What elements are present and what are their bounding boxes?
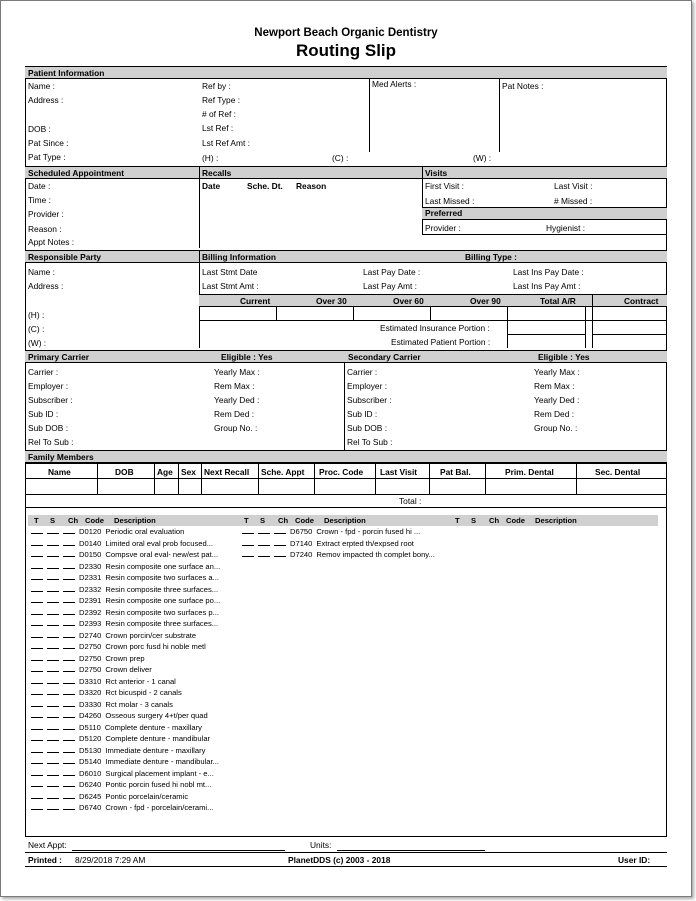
pat-type-label: Pat Type :	[28, 152, 66, 162]
proc-col-header: Ch	[489, 516, 500, 525]
fam-col-sec-dental: Sec. Dental	[595, 467, 641, 477]
procedure-description: Resin composite two surfaces p...	[105, 607, 219, 617]
fam-col-pat-bal: Pat Bal.	[440, 467, 471, 477]
s-blank[interactable]	[47, 677, 59, 684]
sec-group-label: Group No. :	[534, 423, 578, 433]
procedure-row	[31, 642, 206, 652]
proc-col-header: T	[244, 516, 249, 525]
proc-col-header: T	[455, 516, 460, 525]
procedure-description: Immediate denture - mandibular...	[105, 757, 219, 766]
t-blank[interactable]	[31, 803, 43, 810]
procedure-description: Crown - fpd - porcin fused hi ...	[316, 527, 421, 536]
ch-blank[interactable]	[63, 677, 75, 684]
procedure-description: Periodic oral evaluation	[105, 527, 185, 536]
med-alerts-label: Med Alerts :	[372, 79, 417, 89]
fam-col-sex: Sex	[181, 467, 196, 477]
sec-carrier-label: Carrier :	[347, 367, 378, 377]
procedure-code: D2740	[79, 630, 102, 640]
pat-name-label: Name :	[28, 81, 55, 91]
procedure-description: Extract erpted th/expsed root	[316, 538, 414, 548]
lst-ref-amt-label: Lst Ref Amt :	[202, 138, 250, 148]
user-id-label: User ID:	[618, 855, 651, 865]
procedure-code: D2750	[79, 653, 102, 663]
sec-rem-max-label: Rem Max :	[534, 381, 575, 391]
resp-c-label: (C) :	[28, 324, 45, 334]
proc-col-header: Description	[535, 516, 577, 525]
billing-type-label: Billing Type :	[465, 252, 517, 262]
procedure-row	[31, 585, 218, 595]
procedure-description: Rct molar - 3 canals	[105, 699, 173, 709]
primary-title: Primary Carrier	[28, 352, 89, 362]
procedure-description: Remov impacted th complet bony...	[316, 550, 435, 559]
pri-subdob-label: Sub DOB :	[28, 423, 69, 433]
t-blank[interactable]	[31, 573, 43, 580]
procedure-code: D2332	[79, 584, 102, 594]
procedure-description: Immediate denture - maxillary	[105, 745, 206, 755]
ch-blank[interactable]	[63, 734, 75, 741]
appointment-title: Scheduled Appointment	[28, 168, 125, 178]
copyright: PlanetDDS (c) 2003 - 2018	[288, 855, 391, 865]
t-blank[interactable]	[31, 539, 43, 546]
procedure-row	[242, 539, 414, 549]
t-blank[interactable]	[31, 585, 43, 592]
document-title: Routing Slip	[295, 41, 397, 60]
procedure-row	[31, 527, 184, 537]
ch-blank[interactable]	[63, 723, 75, 730]
procedure-code: D3310	[79, 676, 102, 686]
proc-col-header: Code	[506, 516, 525, 525]
proc-col-header: Ch	[68, 516, 79, 525]
lst-ref-label: Lst Ref :	[202, 123, 234, 133]
procedure-description: Resin composite one surface an...	[105, 561, 221, 571]
aging-over60: Over 60	[393, 296, 424, 306]
procedure-row	[242, 527, 420, 537]
family-title: Family Members	[28, 452, 94, 462]
pri-yearly-max-label: Yearly Max :	[214, 367, 260, 377]
procedure-description: Compsve oral eval- new/est pat...	[105, 550, 219, 559]
sec-rel-label: Rel To Sub :	[347, 437, 393, 447]
s-blank[interactable]	[47, 746, 59, 753]
ch-blank[interactable]	[63, 769, 75, 776]
t-blank[interactable]	[31, 654, 43, 661]
resp-address-label: Address :	[28, 281, 64, 291]
procedure-description: Crown - fpd - porcelain/cerami...	[105, 803, 214, 812]
last-stmt-amt-label: Last Stmt Amt :	[202, 281, 259, 291]
ch-blank[interactable]	[63, 539, 75, 546]
last-missed-label: Last Missed :	[425, 196, 475, 206]
s-blank[interactable]	[47, 642, 59, 649]
t-blank[interactable]	[31, 642, 43, 649]
procedure-code: D2750	[79, 642, 102, 651]
procedure-code: D2330	[79, 561, 102, 571]
procedure-description: Limited oral eval prob focused...	[105, 538, 214, 548]
ch-blank[interactable]	[274, 527, 286, 534]
sec-yearly-ded-label: Yearly Ded :	[534, 395, 580, 405]
procedure-code: D6740	[79, 803, 102, 812]
sec-rem-ded-label: Rem Ded :	[534, 409, 575, 419]
procedure-code: D5130	[79, 745, 102, 755]
ref-by-label: Ref by :	[202, 81, 231, 91]
s-blank[interactable]	[47, 550, 59, 557]
s-blank[interactable]	[258, 539, 270, 546]
t-blank[interactable]	[242, 527, 254, 534]
ch-blank[interactable]	[63, 757, 75, 764]
patient-info-title: Patient Information	[28, 68, 105, 78]
s-blank[interactable]	[47, 539, 59, 546]
s-blank[interactable]	[47, 654, 59, 661]
est-pat-label: Estimated Patient Portion :	[391, 337, 491, 347]
t-blank[interactable]	[31, 665, 43, 672]
procedure-code: D5110	[79, 722, 101, 732]
proc-col-header: S	[471, 516, 477, 525]
aging-over90: Over 90	[470, 296, 501, 306]
procedure-description: Crown prep	[105, 653, 145, 663]
ch-blank[interactable]	[63, 654, 75, 661]
procedure-row	[31, 619, 218, 629]
procedure-row	[31, 711, 208, 721]
t-blank[interactable]	[31, 527, 43, 534]
procedure-row	[31, 665, 152, 675]
procedure-code: D2331	[79, 573, 102, 582]
procedure-code: D5140	[79, 757, 102, 766]
resp-h-label: (H) :	[28, 310, 45, 320]
appt-provider-label: Provider :	[28, 209, 64, 219]
ch-blank[interactable]	[63, 688, 75, 695]
s-blank[interactable]	[47, 562, 59, 569]
last-stmt-date-label: Last Stmt Date	[202, 267, 258, 277]
procedure-row	[31, 539, 213, 549]
ch-blank[interactable]	[63, 608, 75, 615]
pat-since-label: Pat Since :	[28, 138, 69, 148]
procedure-code: D6750	[290, 527, 313, 536]
num-ref-label: # of Ref :	[202, 109, 236, 119]
t-blank[interactable]	[31, 700, 43, 707]
fam-col-prim-dental: Prim. Dental	[505, 467, 554, 477]
responsible-header	[25, 250, 667, 263]
fam-col-next-recall: Next Recall	[204, 467, 250, 477]
pri-rem-ded-label: Rem Ded :	[214, 409, 255, 419]
s-blank[interactable]	[258, 550, 270, 557]
num-missed-label: # Missed :	[554, 196, 593, 206]
printed-label: Printed :	[28, 855, 62, 865]
procedure-description: Surgical placement implant - e...	[105, 768, 214, 778]
fam-col-sche-appt: Sche. Appt	[261, 467, 305, 477]
appt-reason-label: Reason :	[28, 224, 62, 234]
procedure-row	[31, 631, 196, 641]
procedure-row	[31, 757, 219, 767]
procedure-description: Crown porc fusd hi noble metl	[105, 642, 206, 651]
ch-blank[interactable]	[63, 780, 75, 787]
procedure-code: D6245	[79, 791, 102, 801]
phone-c-label: (C) :	[332, 153, 349, 163]
family-total-label: Total :	[399, 496, 422, 506]
pri-employer-label: Employer :	[28, 381, 69, 391]
procedure-code: D4260	[79, 711, 102, 720]
procedure-code: D7140	[290, 538, 313, 548]
procedure-row	[31, 769, 214, 779]
procedure-description: Pontic porcin fused hi nobl mt...	[105, 780, 212, 789]
pat-address-label: Address :	[28, 95, 64, 105]
ch-blank[interactable]	[63, 619, 75, 626]
t-blank[interactable]	[242, 539, 254, 546]
procedure-description: Crown porcin/cer substrate	[105, 630, 197, 640]
ch-blank[interactable]	[63, 550, 75, 557]
procedure-description: Resin composite three surfaces...	[105, 619, 219, 628]
proc-col-header: Description	[324, 516, 366, 525]
s-blank[interactable]	[47, 757, 59, 764]
ch-blank[interactable]	[63, 585, 75, 592]
t-blank[interactable]	[31, 746, 43, 753]
t-blank[interactable]	[31, 792, 43, 799]
ch-blank[interactable]	[63, 700, 75, 707]
procedure-description: Complete denture - maxillary	[104, 722, 202, 732]
ch-blank[interactable]	[63, 711, 75, 718]
ch-blank[interactable]	[63, 665, 75, 672]
s-blank[interactable]	[47, 619, 59, 626]
s-blank[interactable]	[47, 631, 59, 638]
patient-info-header	[25, 66, 667, 79]
t-blank[interactable]	[31, 677, 43, 684]
s-blank[interactable]	[47, 665, 59, 672]
primary-eligible: Eligible : Yes	[221, 352, 273, 362]
t-blank[interactable]	[31, 608, 43, 615]
fam-col-dob: DOB	[115, 467, 134, 477]
t-blank[interactable]	[31, 596, 43, 603]
s-blank[interactable]	[47, 700, 59, 707]
procedure-description: Rct anterior - 1 canal	[105, 676, 176, 686]
proc-col-header: Code	[295, 516, 314, 525]
preferred-title: Preferred	[425, 208, 463, 218]
visits-title: Visits	[425, 168, 448, 178]
proc-col-header: S	[50, 516, 56, 525]
printed-value: 8/29/2018 7:29 AM	[75, 855, 146, 865]
procedure-code: D0150	[79, 550, 102, 559]
s-blank[interactable]	[47, 769, 59, 776]
s-blank[interactable]	[47, 585, 59, 592]
ch-blank[interactable]	[63, 573, 75, 580]
procedure-row	[31, 723, 202, 733]
s-blank[interactable]	[47, 688, 59, 695]
procedure-row	[31, 677, 176, 687]
fam-col-proc-code: Proc. Code	[319, 467, 364, 477]
t-blank[interactable]	[31, 780, 43, 787]
first-visit-label: First Visit :	[425, 181, 464, 191]
recall-sche-col: Sche. Dt.	[247, 181, 283, 191]
units-label: Units:	[310, 840, 332, 850]
procedure-row	[31, 700, 173, 710]
s-blank[interactable]	[47, 792, 59, 799]
recall-date-col: Date	[202, 181, 221, 191]
s-blank[interactable]	[47, 723, 59, 730]
s-blank[interactable]	[258, 527, 270, 534]
procedure-row	[31, 792, 188, 802]
s-blank[interactable]	[47, 573, 59, 580]
next-appt-label: Next Appt:	[28, 840, 67, 850]
proc-col-header: Code	[85, 516, 104, 525]
procedure-code: D2392	[79, 607, 102, 617]
last-pay-amt-label: Last Pay Amt :	[363, 281, 417, 291]
procedure-code: D2393	[79, 619, 102, 628]
procedure-row	[31, 780, 211, 790]
t-blank[interactable]	[31, 757, 43, 764]
t-blank[interactable]	[31, 769, 43, 776]
fam-col-last-visit: Last Visit	[380, 467, 418, 477]
procedure-description: Crown deliver	[105, 665, 152, 674]
pref-provider-label: Provider :	[425, 223, 461, 233]
ch-blank[interactable]	[63, 631, 75, 638]
last-visit-label: Last Visit :	[554, 181, 593, 191]
procedure-code: D6240	[79, 780, 102, 789]
sec-subid-label: Sub ID :	[347, 409, 378, 419]
aging-over30: Over 30	[316, 296, 347, 306]
ch-blank[interactable]	[63, 792, 75, 799]
proc-col-header: Description	[114, 516, 156, 525]
procedure-row	[31, 746, 205, 756]
ref-type-label: Ref Type :	[202, 95, 241, 105]
t-blank[interactable]	[31, 688, 43, 695]
pri-rem-max-label: Rem Max :	[214, 381, 255, 391]
procedure-row	[31, 596, 220, 606]
phone-w-label: (W) :	[473, 153, 492, 163]
contract-label: Contract	[624, 296, 659, 306]
pri-carrier-label: Carrier :	[28, 367, 59, 377]
procedure-description: Rct bicuspid - 2 canals	[105, 688, 182, 697]
sec-yearly-max-label: Yearly Max :	[534, 367, 580, 377]
phone-h-label: (H) :	[202, 153, 219, 163]
appt-time-label: Time :	[28, 195, 51, 205]
t-blank[interactable]	[31, 631, 43, 638]
procedure-row	[31, 803, 213, 813]
procedure-code: D3320	[79, 688, 102, 697]
procedure-row	[31, 734, 210, 744]
s-blank[interactable]	[47, 596, 59, 603]
t-blank[interactable]	[31, 723, 43, 730]
procedure-row	[31, 608, 219, 618]
secondary-eligible: Eligible : Yes	[538, 352, 590, 362]
fam-col-name: Name	[48, 467, 71, 477]
procedure-description: Resin composite two surfaces a...	[105, 573, 219, 582]
procedure-code: D3330	[79, 699, 102, 709]
procedure-description: Osseous surgery 4+t/per quad	[105, 711, 208, 720]
pri-yearly-ded-label: Yearly Ded :	[214, 395, 260, 405]
ch-blank[interactable]	[63, 527, 75, 534]
sec-subdob-label: Sub DOB :	[347, 423, 388, 433]
practice-name: Newport Beach Organic Dentistry	[254, 27, 438, 39]
recalls-title: Recalls	[202, 168, 232, 178]
procedure-code: D6010	[79, 768, 102, 778]
ch-blank[interactable]	[63, 562, 75, 569]
s-blank[interactable]	[47, 780, 59, 787]
sec-employer-label: Employer :	[347, 381, 388, 391]
pat-notes-label: Pat Notes :	[502, 81, 544, 91]
s-blank[interactable]	[47, 527, 59, 534]
t-blank[interactable]	[31, 550, 43, 557]
est-ins-label: Estimated Insurance Portion :	[380, 323, 490, 333]
proc-col-header: Ch	[278, 516, 289, 525]
procedure-description: Complete denture - mandibular	[105, 734, 211, 743]
t-blank[interactable]	[31, 711, 43, 718]
s-blank[interactable]	[47, 608, 59, 615]
pri-subid-label: Sub ID :	[28, 409, 59, 419]
last-ins-pay-amt-label: Last Ins Pay Amt :	[513, 281, 581, 291]
secondary-title: Secondary Carrier	[348, 352, 421, 362]
procedure-code: D2750	[79, 665, 102, 674]
pri-group-label: Group No. :	[214, 423, 258, 433]
ch-blank[interactable]	[274, 539, 286, 546]
ch-blank[interactable]	[63, 642, 75, 649]
responsible-title: Responsible Party	[28, 252, 102, 262]
recall-reason-col: Reason	[296, 181, 327, 191]
ch-blank[interactable]	[63, 596, 75, 603]
t-blank[interactable]	[31, 734, 43, 741]
procedure-description: Resin composite three surfaces...	[105, 584, 219, 594]
pat-dob-label: DOB :	[28, 124, 51, 134]
s-blank[interactable]	[47, 711, 59, 718]
s-blank[interactable]	[47, 803, 59, 810]
s-blank[interactable]	[47, 734, 59, 741]
last-pay-date-label: Last Pay Date :	[363, 267, 421, 277]
family-header	[25, 450, 667, 463]
procedure-row	[31, 573, 219, 583]
last-ins-pay-date-label: Last Ins Pay Date :	[513, 267, 584, 277]
procedure-code: D2391	[79, 596, 102, 605]
procedure-code: D5120	[79, 734, 102, 743]
aging-total: Total A/R	[540, 296, 576, 306]
billing-title: Billing Information	[202, 252, 276, 262]
t-blank[interactable]	[242, 550, 254, 557]
procedure-row	[31, 550, 218, 560]
fam-col-age: Age	[157, 467, 173, 477]
procedure-description: Pontic porcelain/ceramic	[105, 791, 189, 801]
procedure-code: D0140	[79, 538, 102, 548]
sec-subscriber-label: Subscriber :	[347, 395, 392, 405]
t-blank[interactable]	[31, 619, 43, 626]
procedure-row	[31, 654, 145, 664]
ch-blank[interactable]	[63, 746, 75, 753]
appt-date-label: Date :	[28, 181, 51, 191]
pref-hygienist-label: Hygienist :	[546, 223, 586, 233]
proc-col-header: S	[260, 516, 266, 525]
resp-w-label: (W) :	[28, 338, 47, 348]
procedure-code: D7240	[290, 550, 313, 559]
procedure-description: Resin composite one surface po...	[105, 596, 221, 605]
proc-col-header: T	[34, 516, 39, 525]
resp-name-label: Name :	[28, 267, 55, 277]
procedure-row	[31, 562, 220, 572]
procedure-row	[31, 688, 182, 698]
pri-rel-label: Rel To Sub :	[28, 437, 74, 447]
aging-current: Current	[240, 296, 271, 306]
appt-notes-label: Appt Notes :	[28, 237, 75, 247]
ch-blank[interactable]	[274, 550, 286, 557]
ch-blank[interactable]	[63, 803, 75, 810]
t-blank[interactable]	[31, 562, 43, 569]
procedure-row	[242, 550, 435, 560]
pri-subscriber-label: Subscriber :	[28, 395, 73, 405]
procedure-code: D0120	[79, 527, 102, 536]
